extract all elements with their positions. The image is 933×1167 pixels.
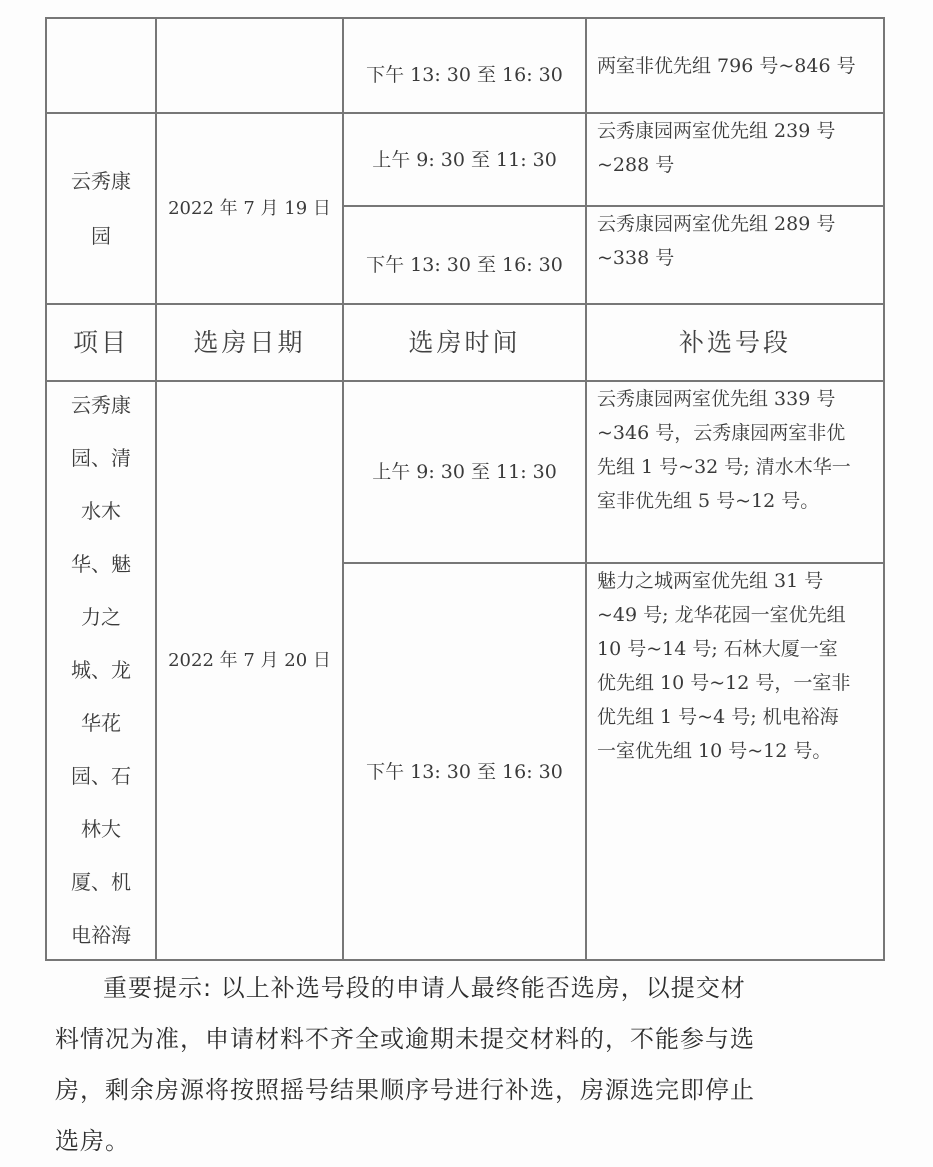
project-line: 华花 (81, 711, 121, 735)
range-line: ~346 号，云秀康园两室非优 (597, 422, 846, 444)
project-line: 华、魅 (71, 552, 131, 576)
time-cell: 下午 13: 30 至 16: 30 (366, 760, 563, 783)
range-cell (587, 564, 883, 959)
range-line: 云秀康园两室优先组 339 号 (597, 388, 836, 410)
project-line: 厦、机 (71, 870, 131, 894)
range-cell: 两室非优先组 796 号~846 号 (597, 54, 856, 77)
range-line: 优先组 1 号~4 号; 机电裕海 (597, 706, 839, 728)
range-line: ~288 号 (597, 154, 675, 176)
project-line: 园 (91, 223, 111, 248)
header-range: 补选号段 (678, 327, 791, 357)
project-line: 水木 (81, 499, 121, 523)
table-border-bottom (45, 959, 885, 961)
range-cell (587, 114, 883, 205)
project-line: 力之 (81, 605, 121, 629)
date-cell: 2022 年 7 月 20 日 (168, 649, 331, 671)
project-cell (47, 114, 155, 303)
range-line: 云秀康园两室优先组 289 号 (597, 213, 836, 235)
range-cell (587, 207, 883, 303)
range-line: 室非优先组 5 号~12 号。 (597, 490, 820, 512)
date-cell: 2022 年 7 月 19 日 (168, 197, 331, 219)
project-line: 云秀康 (71, 393, 131, 417)
room-selection-table (45, 17, 885, 961)
project-line: 城、龙 (71, 658, 131, 682)
notice-line: 重要提示: 以上补选号段的申请人最终能否选房，以提交材 (103, 974, 746, 1002)
time-cell: 上午 9: 30 至 11: 30 (372, 148, 557, 171)
notice-line: 选房。 (55, 1127, 130, 1155)
range-line: ~49 号; 龙华花园一室优先组 (597, 604, 846, 626)
time-cell: 下午 13: 30 至 16: 30 (366, 254, 563, 276)
project-line: 林大 (81, 817, 121, 841)
range-line: ~338 号 (597, 247, 675, 269)
project-cell (47, 382, 155, 959)
table-border-right (883, 17, 885, 961)
project-line: 园、石 (71, 764, 131, 788)
notice-line: 料情况为准，申请材料不齐全或逾期未提交材料的，不能参与选 (55, 1025, 755, 1053)
project-line: 园、清 (71, 446, 131, 470)
notice-line: 房，剩余房源将按照摇号结果顺序号进行补选，房源选完即停止 (55, 1076, 755, 1104)
header-time: 选房时间 (408, 327, 521, 357)
range-cell (587, 382, 883, 562)
project-line: 云秀康 (71, 168, 131, 193)
range-line: 魅力之城两室优先组 31 号 (597, 570, 824, 592)
time-cell: 下午 13: 30 至 16: 30 (366, 63, 563, 86)
range-line: 云秀康园两室优先组 239 号 (597, 120, 836, 142)
range-line: 先组 1 号~32 号; 清水木华一 (597, 456, 851, 478)
important-notice (55, 963, 885, 1167)
header-project: 项目 (72, 327, 129, 357)
range-line: 10 号~14 号; 石林大厦一室 (597, 638, 838, 660)
range-line: 一室优先组 10 号~12 号。 (597, 740, 832, 762)
range-line: 优先组 10 号~12 号，一室非 (597, 672, 851, 694)
header-date: 选房日期 (193, 327, 306, 357)
project-line: 电裕海 (71, 923, 131, 947)
time-cell: 上午 9: 30 至 11: 30 (372, 461, 557, 483)
